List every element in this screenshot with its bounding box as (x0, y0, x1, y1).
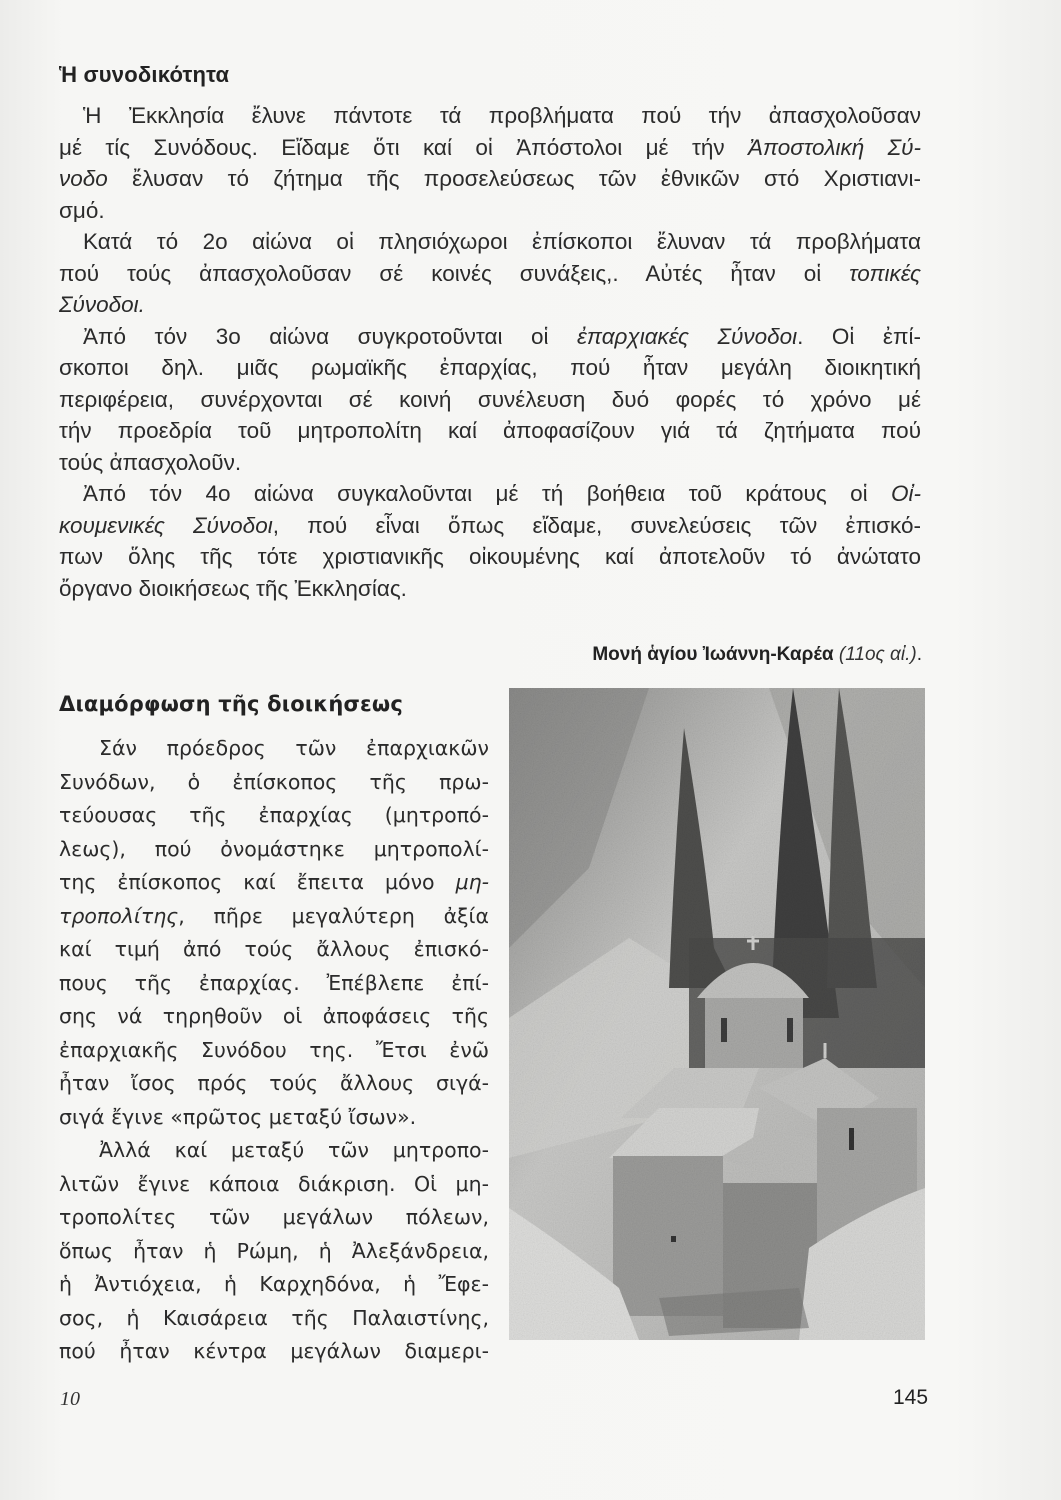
page-number: 145 (893, 1386, 929, 1409)
italic-term: μη- (455, 870, 489, 894)
italic-term: ἐπαρχιακές Σύνοδοι (577, 323, 798, 349)
text-line (59, 163, 921, 195)
text-line: τούς ἀπασχολοῦν. (59, 449, 242, 475)
caption-date: (11ος αἰ.) (838, 644, 917, 665)
text-run: της ἐπίσκοπος καί ἔπειτα μόνο (59, 870, 456, 894)
text-run: Ἀπό τόν 3ο αἰώνα συγκροτοῦνται οἱ (83, 323, 578, 349)
text-line: σμό. (59, 197, 105, 223)
text-line: λιτῶν ἔγινε κάποια διάκριση. Οἱ μη- (59, 1171, 489, 1196)
caption-title: Μονή ἁγίου Ἰωάννη-Καρέα (592, 644, 834, 665)
text-line: ἡ Ἀντιόχεια, ἡ Καρχηδόνα, ἡ Ἔφε- (59, 1272, 489, 1296)
text-line: Ἀλλά καί μεταξύ τῶν μητροπο- (99, 1138, 489, 1162)
folio-left: 10 (60, 1388, 80, 1410)
italic-term: νοδο (59, 166, 108, 191)
italic-term: Οἰ- (891, 481, 921, 506)
photo-caption (512, 644, 922, 666)
section1-body (59, 100, 921, 604)
church-illustration (509, 688, 925, 1340)
caption-period: . (916, 644, 922, 665)
text-line: σος, ἡ Καισάρεια τῆς Παλαιστίνης, (59, 1305, 489, 1330)
text-line (59, 321, 921, 353)
text-line (59, 510, 921, 542)
text-line: Ἡ Ἐκκλησία ἔλυνε πάντοτε τά προβλήματα πού τήν ἀπασχολοῦσαν (83, 103, 921, 128)
italic-term: τροπολίτης (59, 903, 179, 928)
text-line: λεως), πού ὀνομάστηκε μητροπολί- (59, 836, 489, 861)
text-run: , πῆρε μεγαλύτερη ἀξία (178, 903, 489, 928)
text-line: Συνόδων, ὁ ἐπίσκοπος τῆς πρω- (59, 769, 489, 794)
text-line: ἦταν ἴσος πρός τούς ἄλλους σιγά- (59, 1071, 489, 1095)
text-line: τεύουσας τῆς ἐπαρχίας (μητροπό- (59, 803, 489, 827)
text-line: ὄργανο διοικήσεως τῆς Ἐκκλησίας. (59, 575, 407, 601)
text-line: πού ἦταν κέντρα μεγάλων διαμερι- (59, 1339, 489, 1363)
text-run: . Οἱ ἐπί- (797, 323, 921, 349)
text-line (59, 132, 921, 164)
text-line: σκοποι δηλ. μιᾶς ρωμαϊκῆς ἐπαρχίας, πού ἦταν μεγάλη διοικητική (59, 355, 921, 380)
italic-term: κουμενικές Σύνοδοι (59, 512, 273, 538)
italic-term: Σύνοδοι. (59, 292, 145, 317)
text-line: τροπολίτες τῶν μεγάλων πόλεων, (59, 1205, 489, 1229)
text-run: μέ τίς Συνόδους. Εἴδαμε ὅτι καί οἱ Ἀπόστολοι μέ τήν (59, 134, 748, 160)
italic-term: Ἀποστολική Σύ- (748, 134, 922, 160)
section-heading-administration: Διαμόρφωση τῆς διοικήσεως (59, 692, 404, 716)
text-run: πού τούς ἀπασχολοῦσαν σέ κοινές συνάξεις,. Αὐτές ἦταν οἱ (59, 260, 850, 286)
text-line: τήν προεδρία τοῦ μητροπολίτη καί ἀποφασίζουν γιά τά ζητήματα πού (59, 418, 921, 443)
section2-body (59, 732, 489, 1369)
text-line: περιφέρεια, συνέρχονται σέ κοινή συνέλευση δυό φορές τό χρόνο μέ (59, 386, 921, 412)
text-line: Σάν πρόεδρος τῶν ἐπαρχιακῶν (99, 736, 489, 760)
text-line (59, 866, 489, 900)
text-line: ὅπως ἦταν ἡ Ρώμη, ἡ Ἀλεξάνδρεια, (59, 1238, 489, 1263)
text-line: πους τῆς ἐπαρχίας. Ἐπέβλεπε ἐπί- (59, 970, 489, 995)
text-line (59, 478, 921, 510)
text-line (59, 289, 921, 321)
church-photo (509, 688, 925, 1340)
text-line: Κατά τό 2ο αἰώνα οἱ πλησιόχωροι ἐπίσκοποι ἔλυναν τά προβλήματα (83, 229, 921, 254)
text-line: σης νά τηρηθοῦν οἱ ἀποφάσεις τῆς (59, 1004, 489, 1028)
italic-term: τοπικές (849, 260, 921, 286)
text-line: ἐπαρχιακῆς Συνόδου της. Ἔτσι ἐνῶ (59, 1037, 489, 1062)
text-line: καί τιμή ἀπό τούς ἄλλους ἐπισκό- (59, 937, 489, 961)
text-line (59, 900, 489, 934)
text-run: ἔλυσαν τό ζήτημα τῆς προσελεύσεως τῶν ἐθνικῶν στό Χριστιανι- (107, 166, 921, 191)
text-line (59, 258, 921, 290)
text-run: Ἀπό τόν 4ο αἰώνα συγκαλοῦνται μέ τή βοήθεια τοῦ κράτους οἱ (83, 481, 891, 506)
text-line: πων ὅλης τῆς τότε χριστιανικῆς οἰκουμένης καί ἀποτελοῦν τό ἀνώτατο (59, 544, 921, 569)
text-line: σιγά ἔγινε «πρῶτος μεταξύ ἴσων». (59, 1104, 417, 1129)
section-heading-synodality: Ἡ συνοδικότητα (59, 62, 230, 87)
text-run: , πού εἶναι ὅπως εἴδαμε, συνελεύσεις τῶν ἐπισκό- (272, 512, 921, 538)
